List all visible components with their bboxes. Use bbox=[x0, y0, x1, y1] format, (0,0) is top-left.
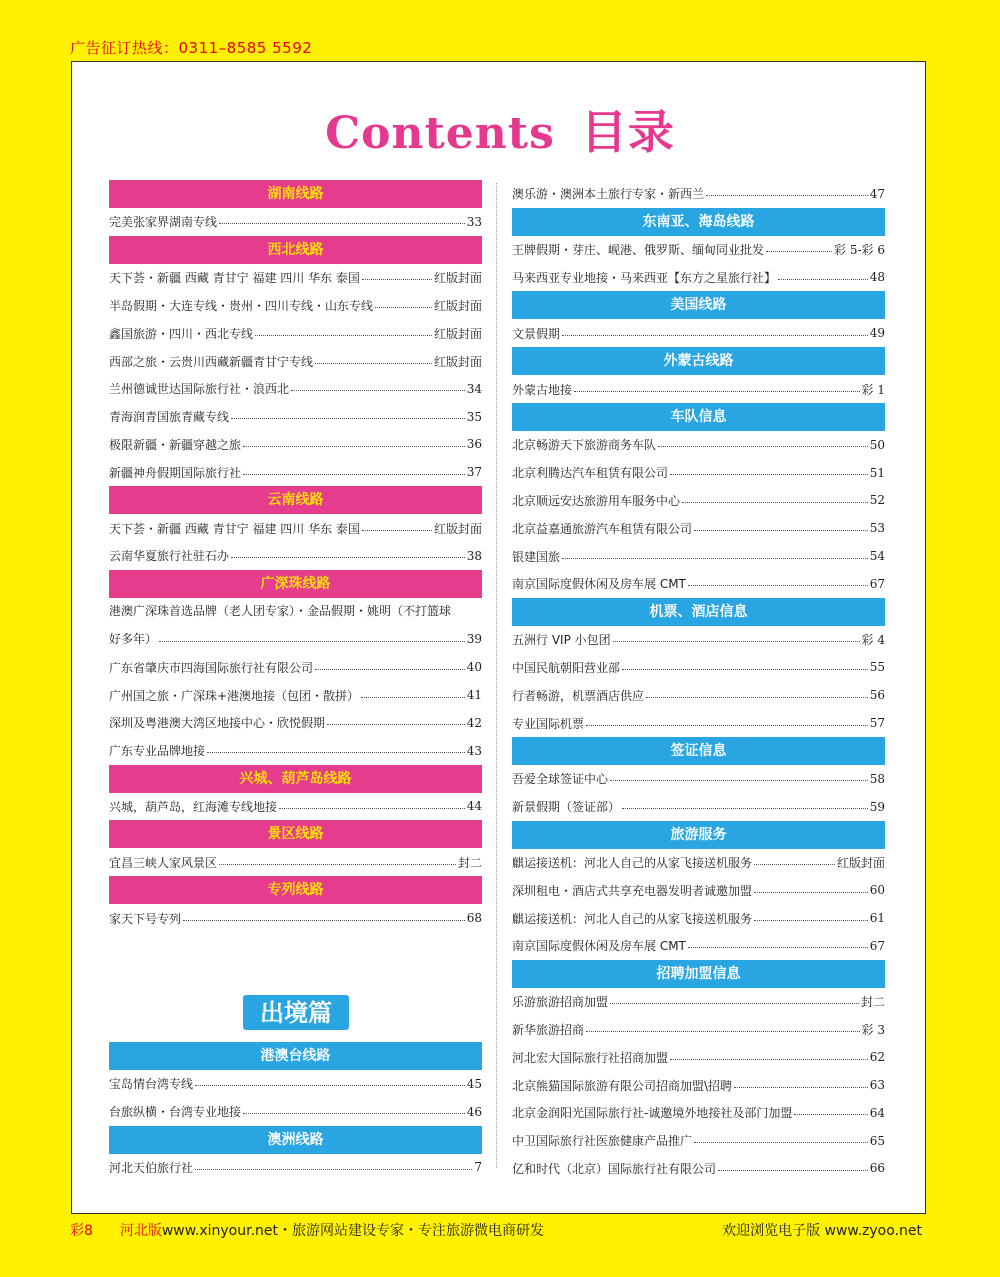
toc-entry-page: 52 bbox=[869, 493, 885, 508]
toc-entry-page: 红版封面 bbox=[433, 354, 482, 369]
column-divider bbox=[496, 183, 497, 1168]
toc-entry-page: 33 bbox=[466, 214, 482, 229]
toc-entry-page: 44 bbox=[466, 799, 482, 814]
toc-entry-page: 67 bbox=[869, 938, 885, 953]
toc-entry[interactable] bbox=[109, 542, 482, 570]
toc-entry[interactable] bbox=[109, 208, 482, 236]
page-title bbox=[0, 96, 1000, 162]
toc-entry-title: 极限新疆・新疆穿越之旅 bbox=[109, 437, 242, 452]
dot-leader bbox=[195, 1085, 465, 1086]
section-header: 湖南线路 bbox=[109, 180, 482, 208]
toc-entry-title: 河北宏大国际旅行社招商加盟 bbox=[512, 1050, 669, 1065]
section-header: 广深珠线路 bbox=[109, 570, 482, 598]
dot-leader bbox=[622, 669, 868, 670]
toc-entry-title: 兴城，葫芦岛，红海滩专线地接 bbox=[109, 799, 278, 814]
toc-entry-page: 55 bbox=[869, 660, 885, 675]
toc-entry[interactable] bbox=[512, 236, 885, 264]
toc-entry-page: 36 bbox=[466, 437, 482, 452]
toc-entry-title: 银建国旅 bbox=[512, 549, 561, 564]
section-header: 云南线路 bbox=[109, 486, 482, 514]
toc-entry-title: 麒运接送机：河北人自己的从家飞接送机服务 bbox=[512, 911, 753, 926]
dot-leader bbox=[610, 780, 868, 781]
outbound-column bbox=[109, 1042, 482, 1181]
section-header: 兴城、葫芦岛线路 bbox=[109, 765, 482, 793]
dot-leader bbox=[586, 725, 868, 726]
toc-entry[interactable] bbox=[109, 904, 482, 932]
toc-entry-page: 彩 3 bbox=[861, 1022, 885, 1037]
dot-leader bbox=[562, 558, 868, 559]
toc-entry-title: 青海润青国旅青藏专线 bbox=[109, 410, 230, 425]
toc-entry-title: 中国民航朝阳营业部 bbox=[512, 660, 621, 675]
dot-leader bbox=[219, 223, 465, 224]
dot-leader bbox=[362, 279, 432, 280]
toc-entry[interactable] bbox=[109, 292, 482, 320]
toc-entry-page: 7 bbox=[474, 1160, 482, 1175]
toc-entry-page: 58 bbox=[869, 771, 885, 786]
dot-leader bbox=[183, 920, 465, 921]
toc-entry[interactable] bbox=[109, 375, 482, 403]
toc-entry-title: 半岛假期・大连专线・贵州・四川专线・山东专线 bbox=[109, 298, 374, 313]
dot-leader bbox=[610, 1003, 859, 1004]
toc-entry[interactable] bbox=[512, 487, 885, 515]
toc-entry[interactable] bbox=[109, 653, 482, 681]
dot-leader bbox=[694, 530, 868, 531]
toc-entry[interactable] bbox=[512, 793, 885, 821]
toc-entry-title: 行者畅游，机票酒店供应 bbox=[512, 688, 645, 703]
toc-entry[interactable] bbox=[512, 709, 885, 737]
toc-entry-page: 彩 4 bbox=[861, 633, 885, 648]
toc-entry[interactable] bbox=[109, 848, 482, 876]
dot-leader bbox=[613, 641, 860, 642]
right-column bbox=[512, 180, 885, 1182]
toc-entry[interactable] bbox=[512, 904, 885, 932]
dot-leader bbox=[159, 641, 465, 642]
section-header: 西北线路 bbox=[109, 236, 482, 264]
toc-entry[interactable] bbox=[512, 765, 885, 793]
toc-entry-page: 41 bbox=[466, 688, 482, 703]
toc-entry[interactable] bbox=[109, 681, 482, 709]
toc-entry-title: 广州国之旅・广深珠+港澳地接（包团・散拼） bbox=[109, 688, 360, 703]
dot-leader bbox=[562, 335, 868, 336]
toc-entry[interactable] bbox=[512, 932, 885, 960]
outbound-label: 出境篇 bbox=[243, 995, 349, 1030]
toc-entry-page: 红版封面 bbox=[433, 271, 482, 286]
dot-leader bbox=[231, 557, 465, 558]
toc-entry-title: 云南华夏旅行社驻石办 bbox=[109, 549, 230, 564]
toc-entry-page: 34 bbox=[466, 381, 482, 396]
dot-leader bbox=[718, 1170, 868, 1171]
toc-entry[interactable] bbox=[512, 1016, 885, 1044]
dot-leader bbox=[646, 697, 868, 698]
toc-entry[interactable] bbox=[109, 737, 482, 765]
toc-entry-page: 38 bbox=[466, 548, 482, 563]
toc-entry-page: 54 bbox=[869, 549, 885, 564]
toc-entry-title: 深圳及粤港澳大湾区地接中心・欣悦假期 bbox=[109, 716, 326, 731]
toc-entry-title: 北京利腾达汽车租赁有限公司 bbox=[512, 466, 669, 481]
toc-entry[interactable] bbox=[109, 458, 482, 486]
toc-entry-page: 62 bbox=[869, 1050, 885, 1065]
toc-entry-page: 45 bbox=[466, 1076, 482, 1091]
toc-entry-title: 南京国际度假休闲及房车展 CMT bbox=[512, 577, 686, 592]
dot-leader bbox=[207, 752, 465, 753]
toc-entry[interactable] bbox=[109, 1070, 482, 1098]
toc-entry-title: 河北天伯旅行社 bbox=[109, 1160, 194, 1175]
toc-entry-title: 完美张家界湖南专线 bbox=[109, 215, 218, 230]
toc-entry[interactable] bbox=[512, 876, 885, 904]
dot-leader bbox=[279, 808, 465, 809]
toc-entry-title: 天下荟・新疆 西藏 青甘宁 福建 四川 华东 泰国 bbox=[109, 521, 360, 536]
footer-page-number: 彩8 bbox=[70, 1223, 93, 1239]
toc-entry-page: 60 bbox=[869, 883, 885, 898]
dot-leader bbox=[255, 335, 432, 336]
toc-entry[interactable] bbox=[109, 319, 482, 347]
toc-entry-title: 北京顺远安达旅游用车服务中心 bbox=[512, 493, 681, 508]
title-en: Contents bbox=[325, 108, 555, 159]
dot-leader bbox=[706, 195, 868, 196]
toc-entry-title: 兰州德诚世达国际旅行社・浪西北 bbox=[109, 382, 290, 397]
dot-leader bbox=[231, 418, 465, 419]
toc-entry-page: 48 bbox=[869, 270, 885, 285]
toc-entry[interactable] bbox=[512, 626, 885, 654]
section-header: 机票、酒店信息 bbox=[512, 598, 885, 626]
toc-entry-title: 新华旅游招商 bbox=[512, 1022, 585, 1037]
toc-entry-title: 西部之旅・云贵川西藏新疆青甘宁专线 bbox=[109, 354, 314, 369]
toc-entry[interactable] bbox=[109, 1098, 482, 1126]
dot-leader bbox=[243, 446, 465, 447]
toc-entry[interactable] bbox=[512, 542, 885, 570]
toc-entry-title: 文景假期 bbox=[512, 326, 561, 341]
toc-entry-title: 外蒙古地接 bbox=[512, 382, 573, 397]
toc-entry-page: 53 bbox=[869, 521, 885, 536]
toc-entry[interactable] bbox=[109, 347, 482, 375]
toc-entry-page: 63 bbox=[869, 1078, 885, 1093]
toc-entry-line2 bbox=[109, 626, 482, 654]
toc-entry-title: 鑫国旅游・四川・西北专线 bbox=[109, 326, 254, 341]
section-header: 东南亚、海岛线路 bbox=[512, 208, 885, 236]
section-header: 专列线路 bbox=[109, 876, 482, 904]
toc-entry-title: 北京畅游天下旅游商务车队 bbox=[512, 438, 657, 453]
toc-entry-page: 红版封面 bbox=[836, 855, 885, 870]
dot-leader bbox=[243, 1113, 465, 1114]
toc-entry-title: 马来西亚专业地接・马来西亚【东方之星旅行社】 bbox=[512, 270, 777, 285]
toc-entry[interactable] bbox=[109, 1154, 482, 1182]
dot-leader bbox=[734, 1087, 868, 1088]
toc-entry-page: 42 bbox=[466, 715, 482, 730]
toc-entry[interactable] bbox=[512, 1155, 885, 1183]
dot-leader bbox=[291, 390, 465, 391]
toc-entry[interactable] bbox=[512, 988, 885, 1016]
toc-entry[interactable] bbox=[109, 793, 482, 821]
toc-entry-title: 宝岛情台湾专线 bbox=[109, 1077, 194, 1092]
footer bbox=[70, 1220, 922, 1240]
toc-entry-page: 57 bbox=[869, 716, 885, 731]
toc-entry-page: 61 bbox=[869, 911, 885, 926]
footer-edition: 河北版 bbox=[119, 1223, 162, 1239]
toc-entry-title: 北京熊猫国际旅游有限公司招商加盟\招聘 bbox=[512, 1078, 733, 1093]
section-header: 景区线路 bbox=[109, 820, 482, 848]
toc-entry-page: 65 bbox=[869, 1133, 885, 1148]
dot-leader bbox=[574, 391, 860, 392]
dot-leader bbox=[315, 669, 465, 670]
toc-entry-title: 台旅纵横・台湾专业地接 bbox=[109, 1105, 242, 1120]
dot-leader bbox=[658, 446, 868, 447]
section-header: 旅游服务 bbox=[512, 821, 885, 849]
toc-entry-title: 王牌假期・芽庄、岘港、俄罗斯、缅甸同业批发 bbox=[512, 243, 765, 258]
dot-leader bbox=[361, 697, 465, 698]
toc-entry-title: 亿和时代（北京）国际旅行社有限公司 bbox=[512, 1161, 717, 1176]
dot-leader bbox=[670, 474, 868, 475]
toc-entry[interactable] bbox=[109, 514, 482, 542]
toc-entry[interactable] bbox=[512, 570, 885, 598]
ad-hotline: 广告征订热线：0311–8585 5592 bbox=[70, 39, 313, 57]
dot-leader bbox=[362, 530, 432, 531]
toc-entry-title: 专业国际机票 bbox=[512, 716, 585, 731]
toc-entry-title: 广东省肇庆市四海国际旅行社有限公司 bbox=[109, 660, 314, 675]
footer-right: 欢迎浏览电子版 www.zyoo.net bbox=[722, 1223, 922, 1239]
toc-entry-title-cont: 好多年） bbox=[109, 631, 158, 646]
dot-leader bbox=[688, 585, 868, 586]
toc-entry[interactable] bbox=[109, 264, 482, 292]
toc-entry[interactable] bbox=[512, 514, 885, 542]
toc-entry-title: 中卫国际旅行社医旅健康产品推广 bbox=[512, 1134, 693, 1149]
toc-entry-title: 新景假期（签证部） bbox=[512, 800, 621, 815]
toc-entry-page: 46 bbox=[466, 1104, 482, 1119]
toc-entry-page: 封二 bbox=[860, 995, 885, 1010]
dot-leader bbox=[327, 724, 465, 725]
toc-entry[interactable] bbox=[512, 681, 885, 709]
section-header: 招聘加盟信息 bbox=[512, 960, 885, 988]
toc-entry-page: 39 bbox=[466, 631, 482, 646]
dot-leader bbox=[219, 864, 456, 865]
dot-leader bbox=[375, 307, 432, 308]
toc-entry[interactable] bbox=[109, 431, 482, 459]
toc-entry-page: 彩 5-彩 6 bbox=[834, 243, 885, 258]
toc-entry[interactable] bbox=[512, 849, 885, 877]
toc-entry-page: 40 bbox=[466, 660, 482, 675]
toc-entry-title: 北京金润阳光国际旅行社-诚邀境外地接社及部门加盟 bbox=[512, 1106, 793, 1121]
toc-entry-page: 43 bbox=[466, 743, 482, 758]
toc-entry[interactable] bbox=[512, 1099, 885, 1127]
dot-leader bbox=[670, 1059, 868, 1060]
toc-entry-page: 49 bbox=[869, 326, 885, 341]
toc-entry-page: 67 bbox=[869, 576, 885, 591]
toc-entry-title: 天下荟・新疆 西藏 青甘宁 福建 四川 华东 泰国 bbox=[109, 271, 360, 286]
dot-leader bbox=[754, 920, 868, 921]
toc-entry-title: 深圳租电・酒店式共享充电器发明者诚邀加盟 bbox=[512, 883, 753, 898]
toc-entry[interactable] bbox=[109, 403, 482, 431]
toc-entry-title: 五洲行 VIP 小包团 bbox=[512, 633, 611, 648]
toc-entry[interactable] bbox=[512, 431, 885, 459]
toc-entry[interactable] bbox=[512, 459, 885, 487]
toc-entry-title: 港澳广深珠首选品牌（老人团专家）・金品假期・姚明（不打篮球 bbox=[109, 603, 452, 618]
toc-entry-title: 澳乐游・澳洲本土旅行专家・新西兰 bbox=[512, 187, 705, 202]
dot-leader bbox=[754, 864, 835, 865]
toc-entry[interactable] bbox=[512, 319, 885, 347]
toc-entry-page: 66 bbox=[869, 1161, 885, 1176]
toc-entry[interactable] bbox=[512, 654, 885, 682]
section-header: 车队信息 bbox=[512, 403, 885, 431]
footer-text: www.xinyour.net・旅游网站建设专家・专注旅游微电商研发 bbox=[161, 1223, 545, 1239]
toc-entry-page: 50 bbox=[869, 437, 885, 452]
dot-leader bbox=[754, 892, 868, 893]
dot-leader bbox=[586, 1031, 860, 1032]
dot-leader bbox=[243, 474, 465, 475]
section-header: 美国线路 bbox=[512, 291, 885, 319]
toc-entry-page: 红版封面 bbox=[433, 326, 482, 341]
toc-entry-title: 吾爱全球签证中心 bbox=[512, 772, 609, 787]
section-header: 外蒙古线路 bbox=[512, 347, 885, 375]
dot-leader bbox=[794, 1114, 867, 1115]
toc-entry[interactable] bbox=[512, 1043, 885, 1071]
toc-entry-title: 乐游旅游招商加盟 bbox=[512, 995, 609, 1010]
toc-entry-page: 35 bbox=[466, 409, 482, 424]
dot-leader bbox=[622, 808, 868, 809]
toc-entry-title: 麒运接送机：河北人自己的从家飞接送机服务 bbox=[512, 855, 753, 870]
toc-entry-page: 56 bbox=[869, 688, 885, 703]
toc-entry-title: 广东专业品牌地接 bbox=[109, 744, 206, 759]
toc-entry[interactable] bbox=[512, 180, 885, 208]
toc-entry[interactable] bbox=[512, 1071, 885, 1099]
toc-entry-title: 宜昌三峡人家风景区 bbox=[109, 855, 218, 870]
toc-entry-title: 新疆神舟假期国际旅行社 bbox=[109, 465, 242, 480]
section-header: 港澳台线路 bbox=[109, 1042, 482, 1070]
toc-entry-page: 彩 1 bbox=[861, 382, 885, 397]
section-header: 澳洲线路 bbox=[109, 1126, 482, 1154]
toc-entry-page: 47 bbox=[869, 186, 885, 201]
toc-entry-page: 51 bbox=[869, 465, 885, 480]
dot-leader bbox=[766, 251, 832, 252]
toc-entry[interactable] bbox=[109, 598, 482, 654]
toc-entry-page: 封二 bbox=[457, 855, 482, 870]
dot-leader bbox=[315, 363, 432, 364]
dot-leader bbox=[195, 1169, 472, 1170]
toc-entry[interactable] bbox=[512, 264, 885, 292]
toc-entry-page: 64 bbox=[869, 1105, 885, 1120]
toc-entry-title: 南京国际度假休闲及房车展 CMT bbox=[512, 939, 686, 954]
dot-leader bbox=[778, 279, 868, 280]
toc-entry-title: 家天下号专列 bbox=[109, 911, 182, 926]
dot-leader bbox=[694, 1142, 868, 1143]
toc-entry[interactable] bbox=[109, 709, 482, 737]
toc-entry[interactable] bbox=[512, 1127, 885, 1155]
dot-leader bbox=[682, 502, 868, 503]
toc-entry-page: 37 bbox=[466, 465, 482, 480]
dot-leader bbox=[688, 947, 868, 948]
title-cn: 目录 bbox=[580, 105, 675, 159]
section-header: 签证信息 bbox=[512, 737, 885, 765]
toc-entry-page: 红版封面 bbox=[433, 298, 482, 313]
toc-entry[interactable] bbox=[512, 375, 885, 403]
left-column bbox=[109, 180, 482, 932]
toc-entry-page: 68 bbox=[466, 911, 482, 926]
toc-entry-page: 红版封面 bbox=[433, 521, 482, 536]
toc-entry-title: 北京益嘉通旅游汽车租赁有限公司 bbox=[512, 521, 693, 536]
toc-entry-page: 59 bbox=[869, 799, 885, 814]
